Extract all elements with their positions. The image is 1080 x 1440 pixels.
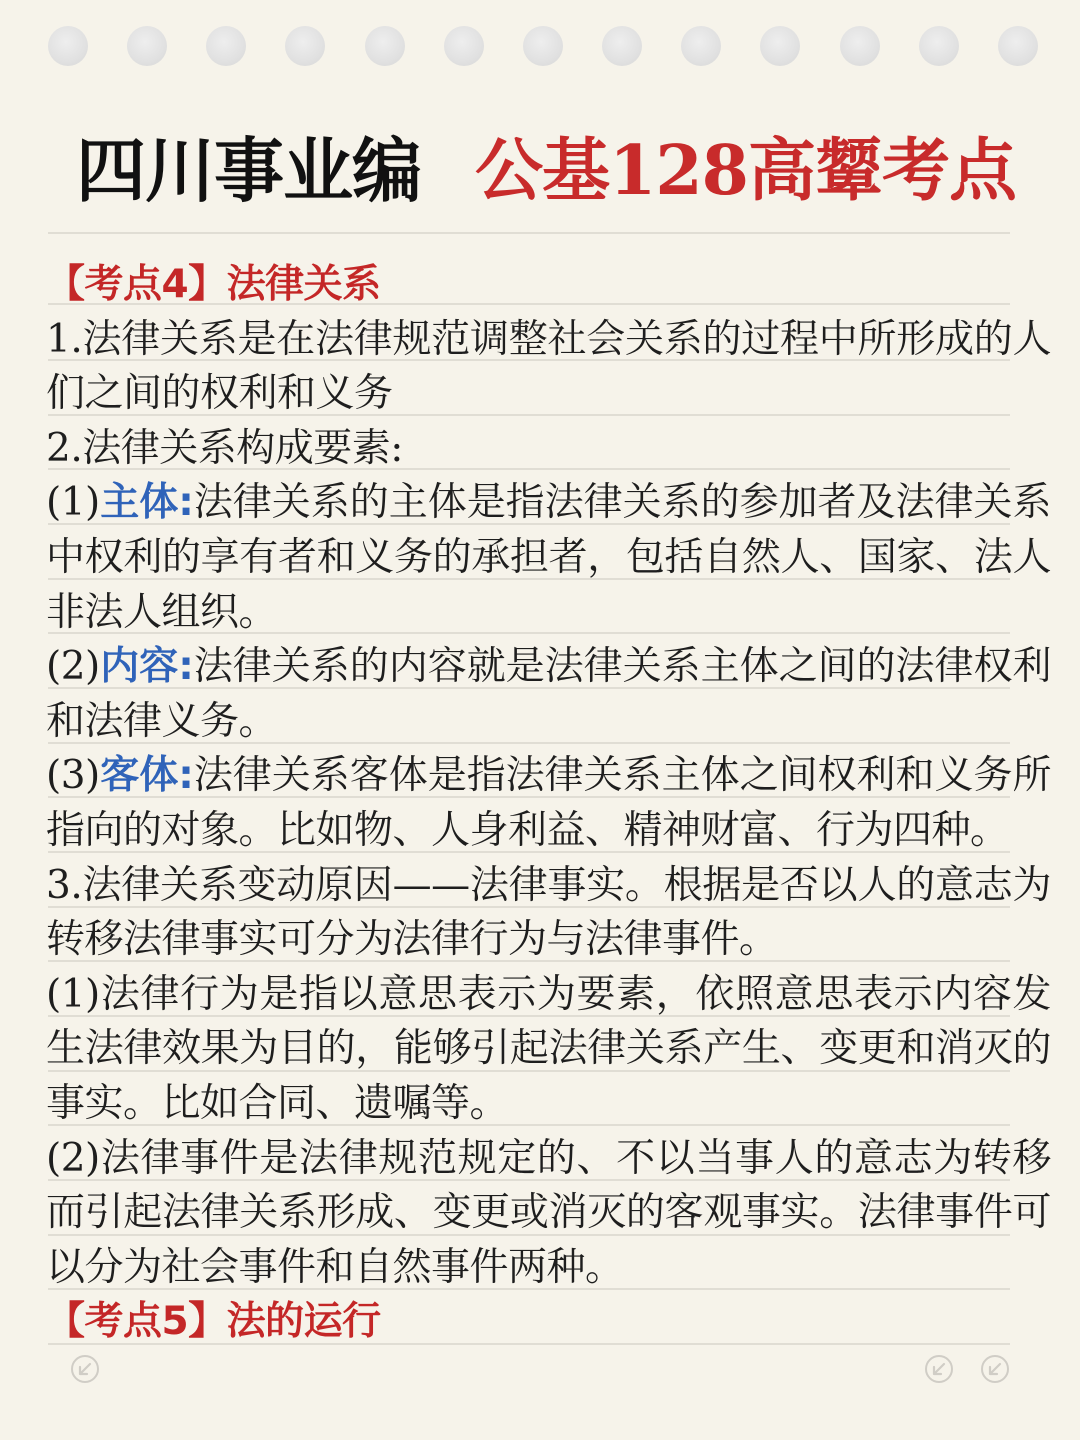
paragraph <box>46 422 1051 477</box>
note-content <box>46 258 1051 1350</box>
paragraph <box>46 859 1051 968</box>
paragraph-text: (2)法律事件是法律规范规定的、不以当事人的意志为转移而引起法律关系形成、变更或消灭的客观事实。法律事件可以分为社会事件和自然事件两种。 <box>46 1135 1051 1290</box>
binder-hole <box>206 26 246 66</box>
binder-hole <box>523 26 563 66</box>
item-prefix: (1) <box>46 480 100 526</box>
paragraph-text: 法律关系的主体是指法律关系的参加者及法律关系中权利的享有者和义务的承担者，包括自然人、国家、法人非法人组织。 <box>46 480 1051 635</box>
section-heading <box>46 1295 1051 1350</box>
section-heading-text: 【考点5】法的运行 <box>46 1299 381 1345</box>
ruled-line <box>48 232 1010 234</box>
paragraph-text: 3.法律关系变动原因——法律事实。根据是否以人的意志为转移法律事实可分为法律行为与法律事件。 <box>46 862 1051 963</box>
paragraph-text: 法律关系的内容就是法律关系主体之间的法律权利和法律义务。 <box>46 644 1051 744</box>
item-prefix: (2) <box>46 644 100 690</box>
binder-hole <box>760 26 800 66</box>
arrow-down-left-circle-icon <box>924 1354 954 1384</box>
paragraph <box>46 968 1051 1132</box>
paragraph-text: 2.法律关系构成要素: <box>46 425 403 471</box>
arrow-down-left-circle-icon <box>70 1354 100 1384</box>
paragraph <box>46 749 1051 858</box>
term-label: 主体: <box>99 480 194 526</box>
term-label: 客体: <box>99 753 194 799</box>
binder-hole <box>127 26 167 66</box>
binder-hole <box>840 26 880 66</box>
binder-hole <box>365 26 405 66</box>
binder-hole <box>444 26 484 66</box>
paragraph-text: 1.法律关系是在法律规范调整社会关系的过程中所形成的人们之间的权利和义务 <box>46 316 1051 417</box>
paragraph <box>46 1132 1051 1296</box>
binder-hole <box>681 26 721 66</box>
title-part-1: 四川事业编 <box>76 129 421 212</box>
paragraph <box>46 313 1051 422</box>
section-heading <box>46 258 1051 313</box>
title-part-2: 公基128高颦考点 <box>475 131 1016 211</box>
paragraph <box>46 476 1051 640</box>
binder-hole <box>48 26 88 66</box>
page-title <box>76 128 1036 214</box>
binder-hole <box>919 26 959 66</box>
binder-holes <box>48 26 1038 70</box>
item-prefix: (3) <box>46 753 100 799</box>
section-heading-text: 【考点4】法律关系 <box>46 262 381 307</box>
binder-hole <box>285 26 325 66</box>
binder-hole <box>602 26 642 66</box>
binder-hole <box>998 26 1038 66</box>
paragraph-text: (1)法律行为是指以意思表示为要素，依照意思表示内容发生法律效果为目的，能够引起法律关系产生、变更和消灭的事实。比如合同、遗嘱等。 <box>46 971 1051 1126</box>
arrow-down-left-circle-icon <box>980 1354 1010 1384</box>
paragraph-text: 法律关系客体是指法律关系主体之间权利和义务所指向的对象。比如物、人身利益、精神财富、行为四种。 <box>46 753 1051 853</box>
paragraph <box>46 640 1051 749</box>
term-label: 内容: <box>99 644 194 690</box>
